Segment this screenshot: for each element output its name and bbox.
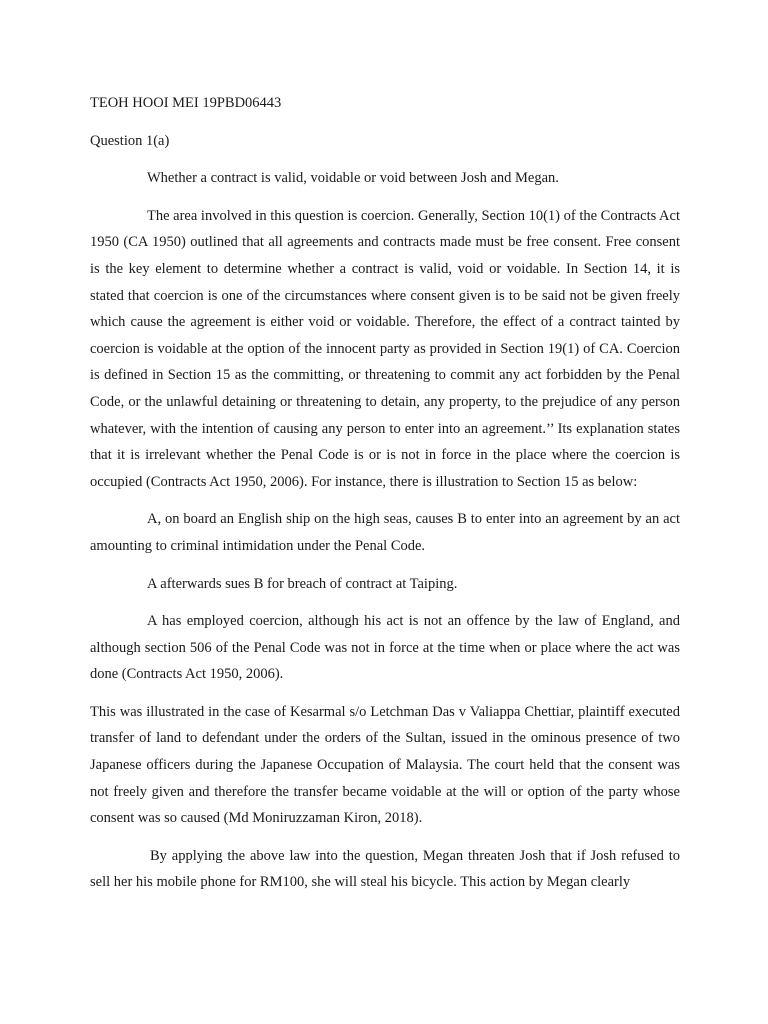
paragraph-case-law: This was illustrated in the case of Kesarmal s/o Letchman Das v Valiappa Chettiar, plaintiff executed transfer of land to defendant under the orders of the Sultan, issued in the ominous presence of two Japanese officers during the Japanese Occupation of Malaysia. The court held that the consent was not freely given and therefore the transfer became voidable at the will or option of the party whose consent was so caused (Md Moniruzzaman Kiron, 2018). <box>90 703 680 827</box>
document-body <box>90 90 680 907</box>
paragraph-illustration-a: A, on board an English ship on the high seas, causes B to enter into an agreement by an act amounting to criminal intimidation under the Penal Code. <box>90 511 680 554</box>
paragraph-illustration-b: A afterwards sues B for breach of contract at Taiping. <box>147 575 458 592</box>
paragraph-coercion-law: The area involved in this question is coercion. Generally, Section 10(1) of the Contracts Act 1950 (CA 1950) outlined that all agreements and contracts made must be free consent. Free consent is the key element to determine whether a contract is valid, void or voidable. In Section 14, it is stated that coercion is one of the circumstances where consent given is to be said not be given freely which cause the agreement is either void or voidable. Therefore, the effect of a contract tainted by coercion is voidable at the option of the innocent party as provided in Section 19(1) of CA. Coercion is defined in Section 15 as the committing, or threatening to commit any act forbidden by the Penal Code, or the unlawful detaining or threatening to detain, any property, to the prejudice of any person whatever, with the intention of causing any person to enter into an agreement.’’ Its explanation states that it is irrelevant whether the Penal Code is or is not in force in the place where the coercion is occupied (Contracts Act 1950, 2006). For instance, there is illustration to Section 15 as below: <box>90 207 680 490</box>
question-label: Question 1(a) <box>90 132 170 149</box>
paragraph-application: By applying the above law into the question, Megan threaten Josh that if Josh refused to sell her his mobile phone for RM100, she will steal his bicycle. This action by Megan clearly <box>90 847 680 891</box>
issue-statement: Whether a contract is valid, voidable or void between Josh and Megan. <box>147 170 559 187</box>
paragraph-illustration-c: A has employed coercion, although his act is not an offence by the law of England, and although section 506 of the Penal Code was not in force at the time when or place where the act was done (Contracts Act 1950, 2006). <box>90 613 680 683</box>
student-header: TEOH HOOI MEI 19PBD06443 <box>90 95 282 111</box>
